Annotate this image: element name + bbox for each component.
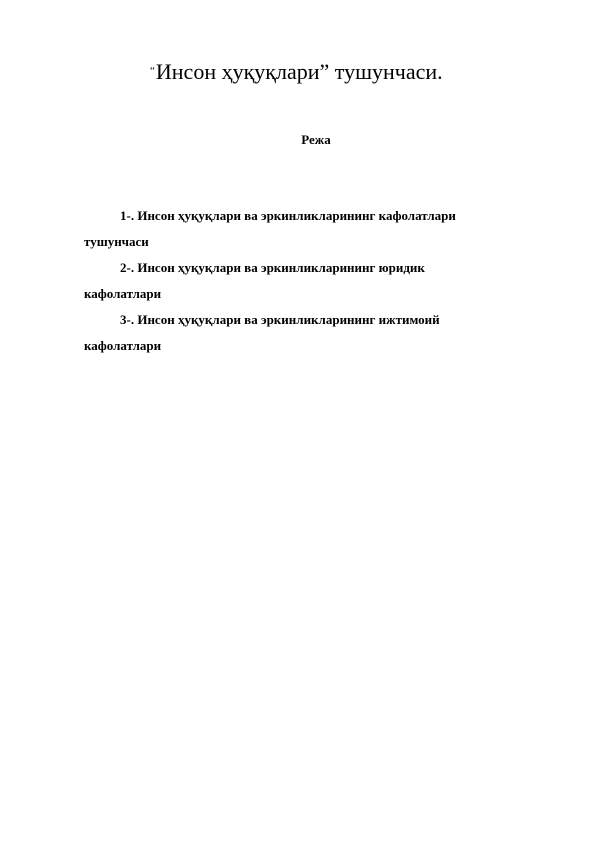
- plan-item-line: 2-. Инсон ҳуқуқлари ва эркинликларининг юридик: [120, 260, 425, 275]
- document-title: [150, 56, 443, 87]
- plan-list: [84, 203, 524, 359]
- plan-item-line-continued: кафолатлари: [84, 338, 162, 353]
- plan-item: [84, 203, 524, 255]
- title-open-quote: “: [150, 65, 155, 77]
- title-text: Инсон ҳуқуқлари” тушунчаси.: [155, 59, 443, 84]
- plan-item: [84, 255, 524, 307]
- plan-item-line-continued: кафолатлари: [84, 286, 162, 301]
- plan-item-line: 1-. Инсон ҳуқуқлари ва эркинликларининг кафолатлари: [120, 208, 456, 223]
- plan-item-line: 3-. Инсон ҳуқуқлари ва эркинликларининг ижтимоий: [120, 312, 440, 327]
- plan-item-line-continued: тушунчаси: [84, 234, 149, 249]
- plan-heading: Режа: [301, 132, 331, 147]
- plan-item: [84, 307, 524, 359]
